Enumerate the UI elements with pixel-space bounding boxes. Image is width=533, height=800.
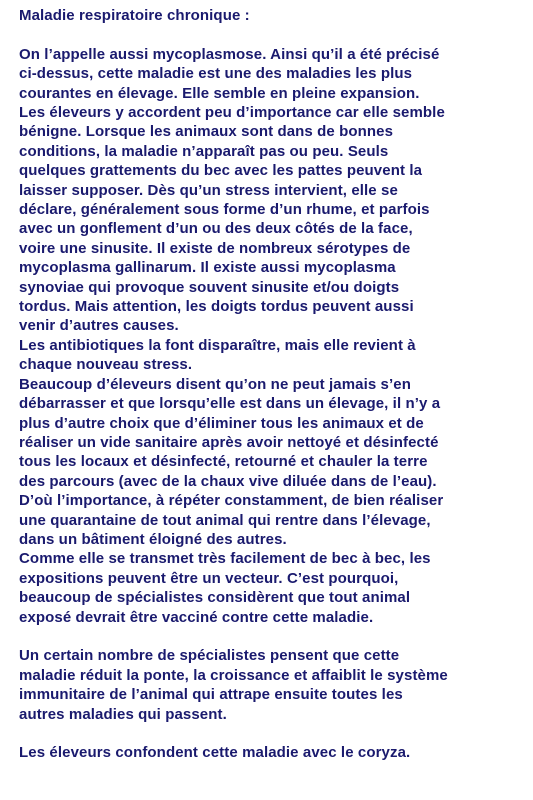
body-line: ci-dessus, cette maladie est une des maladies les plus	[19, 65, 413, 83]
body-line: expositions peuvent être un vecteur. C’est pourquoi,	[19, 569, 399, 587]
body-line: exposé devrait être vacciné contre cette maladie.	[19, 608, 374, 626]
body-line: avec un gonflement d’un ou des deux côtés de la face,	[19, 220, 413, 238]
body-line: tordus. Mais attention, les doigts tordus peuvent aussi	[19, 298, 414, 316]
body-line: synoviae qui provoque souvent sinusite et/ou doigts	[19, 278, 400, 296]
body-line: Les antibiotiques la font disparaître, mais elle revient à	[19, 336, 416, 354]
body-line: courantes en élevage. Elle semble en pleine expansion.	[19, 84, 420, 102]
body-line: quelques grattements du bec avec les pattes peuvent la	[19, 162, 423, 180]
body-line: On l’appelle aussi mycoplasmose. Ainsi qu’il a été précisé	[19, 45, 440, 63]
body-line: une quarantaine de tout animal qui rentre dans l’élevage,	[19, 511, 431, 529]
body-line: Les éleveurs confondent cette maladie avec le coryza.	[19, 744, 411, 762]
body-line: Un certain nombre de spécialistes pensent que cette	[19, 647, 400, 665]
paragraph-gap	[19, 724, 529, 743]
body-line: tous les locaux et désinfecté, retourné et chauler la terre	[19, 453, 428, 471]
document-page	[19, 6, 529, 763]
body-line: venir d’autres causes.	[19, 317, 179, 335]
document-title: Maladie respiratoire chronique :	[19, 7, 250, 24]
body-line: beaucoup de spécialistes considèrent que tout animal	[19, 589, 411, 607]
body-line: plus d’autre choix que d’éliminer tous les animaux et de	[19, 414, 424, 432]
body-line: déclare, généralement sous forme d’un rhume, et parfois	[19, 201, 430, 219]
body-line: bénigne. Lorsque les animaux sont dans de bonnes	[19, 123, 394, 141]
body-line: maladie réduit la ponte, la croissance et affaiblit le système	[19, 666, 448, 684]
body-line: immunitaire de l’animal qui attrape ensuite toutes les	[19, 686, 403, 704]
body-line: D’où l’importance, à répéter constamment, de bien réaliser	[19, 492, 444, 510]
body-line: débarrasser et que lorsqu’elle est dans un élevage, il n’y a	[19, 395, 441, 413]
body-line: Beaucoup d’éleveurs disent qu’on ne peut jamais s’en	[19, 375, 411, 393]
paragraph-gap	[19, 627, 529, 646]
body-line: réaliser un vide sanitaire après avoir nettoyé et désinfecté	[19, 433, 439, 451]
body-line: conditions, la maladie n’apparaît pas ou peu. Seuls	[19, 142, 389, 160]
body-line: laisser supposer. Dès qu’un stress intervient, elle se	[19, 181, 398, 199]
body-line: Comme elle se transmet très facilement de bec à bec, les	[19, 550, 431, 568]
document-body	[19, 45, 529, 763]
body-line: autres maladies qui passent.	[19, 705, 227, 723]
body-line: des parcours (avec de la chaux vive diluée dans de l’eau).	[19, 472, 437, 490]
body-line: dans un bâtiment éloigné des autres.	[19, 530, 287, 548]
body-line: chaque nouveau stress.	[19, 356, 193, 374]
body-line: voire une sinusite. Il existe de nombreux sérotypes de	[19, 239, 411, 257]
body-line: Les éleveurs y accordent peu d’importance car elle semble	[19, 104, 445, 122]
body-line: mycoplasma gallinarum. Il existe aussi mycoplasma	[19, 259, 396, 277]
